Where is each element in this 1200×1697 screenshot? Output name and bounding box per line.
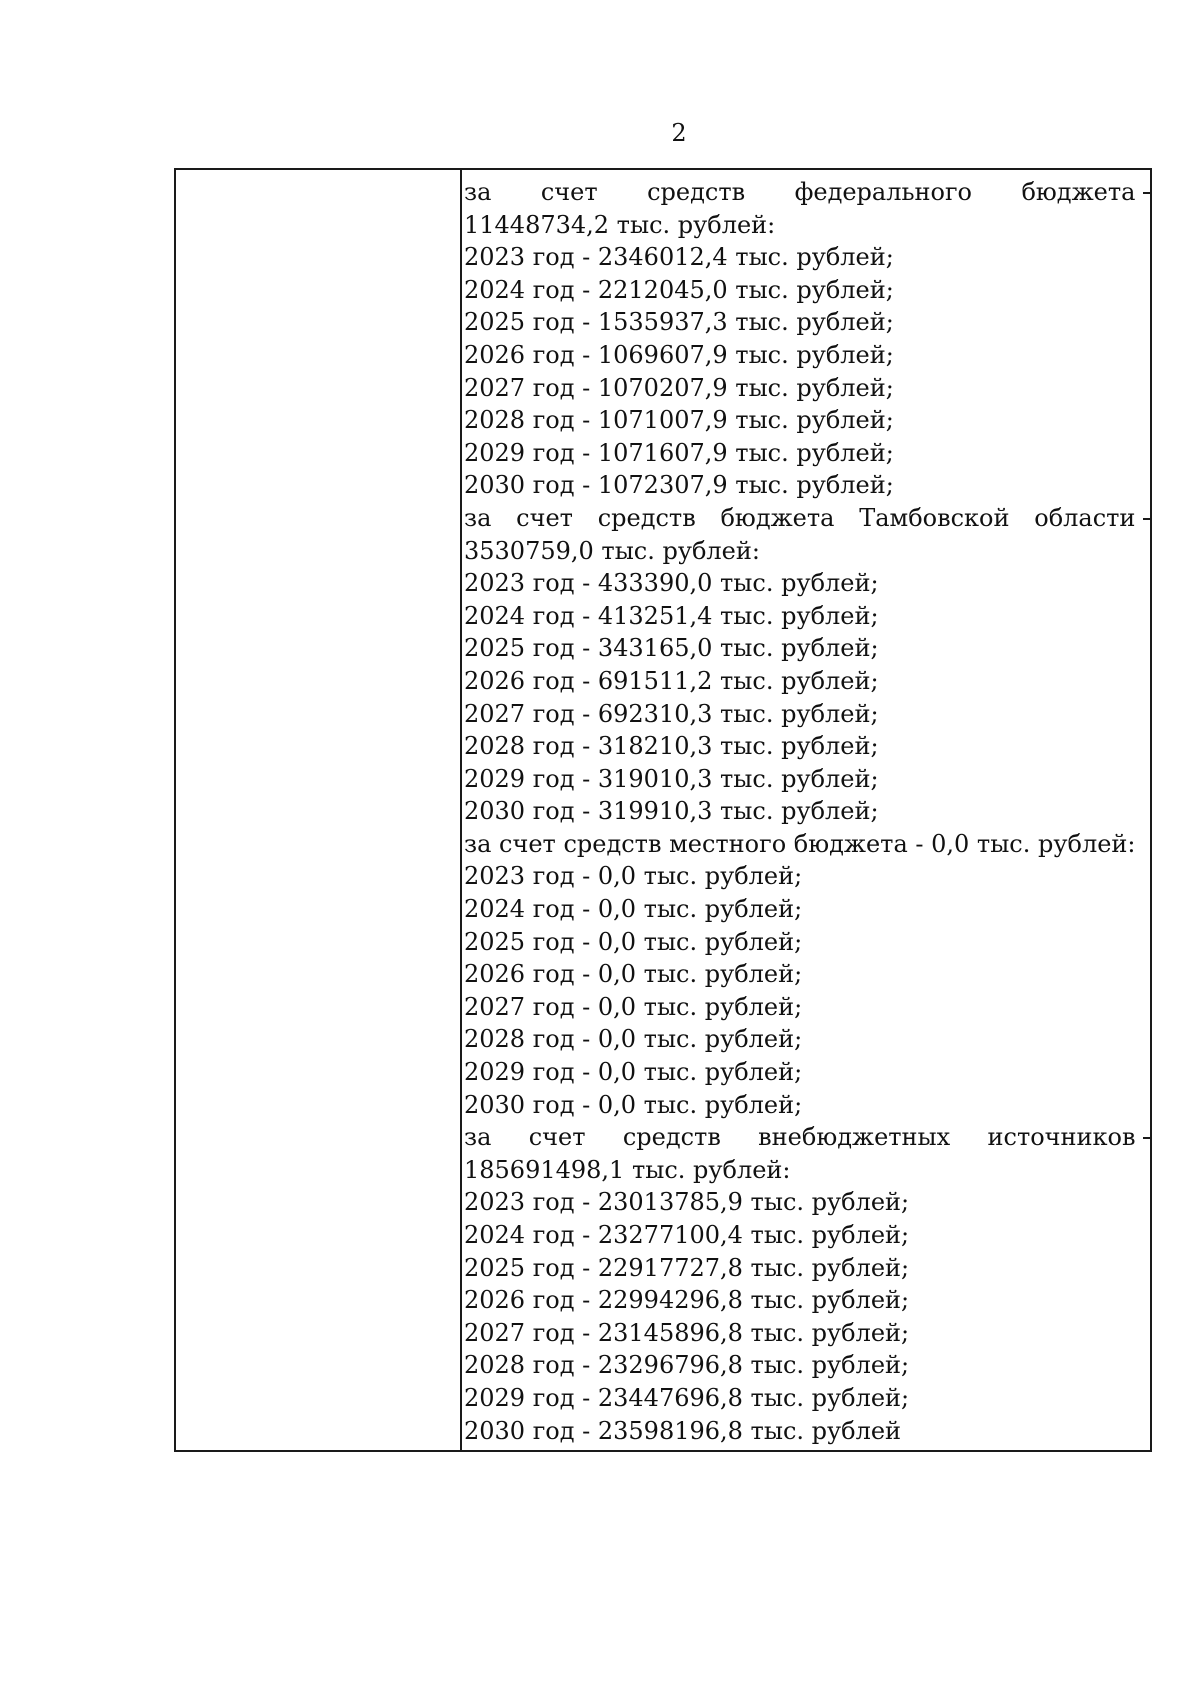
extrabudgetary-heading-dash xyxy=(1143,1137,1151,1139)
federal-year-line: 2027 год - 1070207,9 тыс. рублей; xyxy=(464,373,894,402)
extrabudgetary-year-line: 2026 год - 22994296,8 тыс. рублей; xyxy=(464,1286,910,1315)
extrabudgetary-year-line: 2029 год - 23447696,8 тыс. рублей; xyxy=(464,1383,910,1412)
heading-word: Тамбовской xyxy=(859,503,1010,532)
page-number: 2 xyxy=(671,119,687,147)
heading-word: средств xyxy=(622,1123,721,1152)
federal-year-line: 2028 год - 1071007,9 тыс. рублей; xyxy=(464,406,894,435)
extrabudgetary-total: 185691498,1 тыс. рублей: xyxy=(464,1155,791,1184)
federal-year-line: 2029 год - 1071607,9 тыс. рублей; xyxy=(464,438,894,467)
heading-word: счет xyxy=(528,1123,586,1152)
heading-word: средств xyxy=(647,178,746,206)
regional-year-line: 2026 год - 691511,2 тыс. рублей; xyxy=(464,666,879,695)
heading-word: федерального xyxy=(794,178,972,206)
local-year-line: 2024 год - 0,0 тыс. рублей; xyxy=(464,895,803,924)
regional-heading-dash xyxy=(1143,518,1151,520)
heading-word: счет xyxy=(516,503,573,532)
table-content-cell xyxy=(462,170,1165,1450)
federal-year-line: 2030 год - 1072307,9 тыс. рублей; xyxy=(464,471,894,500)
heading-word: счет xyxy=(540,178,598,206)
heading-word: за xyxy=(464,503,492,532)
federal-year-line: 2024 год - 2212045,0 тыс. рублей; xyxy=(464,275,894,304)
heading-word: бюджета xyxy=(1021,178,1136,206)
regional-year-line: 2029 год - 319010,3 тыс. рублей; xyxy=(464,764,879,793)
local-year-line: 2023 год - 0,0 тыс. рублей; xyxy=(464,862,803,891)
regional-year-line: 2027 год - 692310,3 тыс. рублей; xyxy=(464,699,879,728)
table-label-cell xyxy=(176,170,462,1450)
extrabudgetary-heading xyxy=(464,1121,1135,1154)
regional-year-line: 2028 год - 318210,3 тыс. рублей; xyxy=(464,732,879,761)
federal-year-line: 2023 год - 2346012,4 тыс. рублей; xyxy=(464,243,894,272)
local-heading: за счет средств местного бюджета - 0,0 тыс. рублей: xyxy=(464,829,1136,858)
local-year-line: 2029 год - 0,0 тыс. рублей; xyxy=(464,1058,803,1087)
heading-word: за xyxy=(464,178,492,206)
federal-total: 11448734,2 тыс. рублей: xyxy=(464,210,776,239)
federal-year-line: 2026 год - 1069607,9 тыс. рублей; xyxy=(464,340,894,369)
extrabudgetary-year-line: 2027 год - 23145896,8 тыс. рублей; xyxy=(464,1318,910,1347)
local-year-line: 2027 год - 0,0 тыс. рублей; xyxy=(464,992,803,1021)
heading-word: области xyxy=(1034,503,1136,532)
regional-year-line: 2024 год - 413251,4 тыс. рублей; xyxy=(464,601,879,630)
extrabudgetary-year-line: 2024 год - 23277100,4 тыс. рублей; xyxy=(464,1221,910,1249)
heading-word: средств xyxy=(597,503,696,532)
extrabudgetary-year-line: 2028 год - 23296796,8 тыс. рублей; xyxy=(464,1351,910,1380)
regional-total: 3530759,0 тыс. рублей: xyxy=(464,536,760,565)
local-year-line: 2026 год - 0,0 тыс. рублей; xyxy=(464,960,803,989)
heading-word: за xyxy=(464,1123,492,1152)
extrabudgetary-year-line: 2025 год - 22917727,8 тыс. рублей; xyxy=(464,1253,910,1282)
funding-table xyxy=(174,168,1152,1452)
regional-year-line: 2023 год - 433390,0 тыс. рублей; xyxy=(464,569,879,598)
regional-year-line: 2025 год - 343165,0 тыс. рублей; xyxy=(464,634,879,663)
regional-year-line: 2030 год - 319910,3 тыс. рублей; xyxy=(464,797,879,826)
local-year-line: 2025 год - 0,0 тыс. рублей; xyxy=(464,927,803,956)
regional-heading xyxy=(464,502,1135,535)
local-year-line: 2030 год - 0,0 тыс. рублей; xyxy=(464,1090,803,1119)
extrabudgetary-year-line: 2030 год - 23598196,8 тыс. рублей xyxy=(464,1416,902,1445)
heading-word: бюджета xyxy=(720,503,835,532)
local-year-line: 2028 год - 0,0 тыс. рублей; xyxy=(464,1025,803,1054)
federal-year-line: 2025 год - 1535937,3 тыс. рублей; xyxy=(464,308,894,337)
heading-word: внебюджетных xyxy=(758,1123,951,1152)
federal-heading xyxy=(464,176,1135,209)
heading-word: источников xyxy=(987,1123,1136,1152)
federal-heading-dash xyxy=(1143,192,1151,194)
extrabudgetary-year-line: 2023 год - 23013785,9 тыс. рублей; xyxy=(464,1188,910,1217)
